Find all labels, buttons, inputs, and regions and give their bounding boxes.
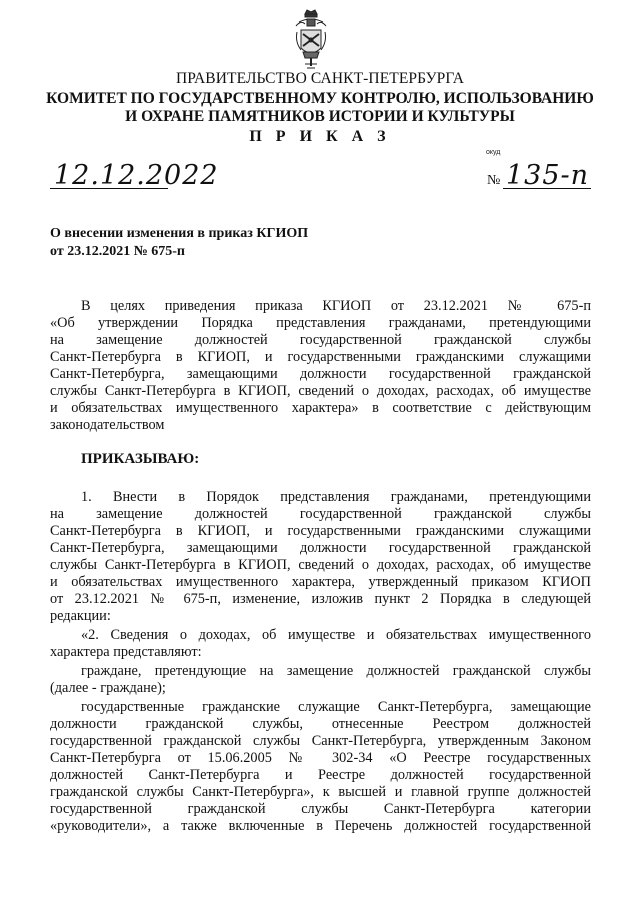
servants-line: государственные гражданские служащие Санкт-Петербурга, замещающие — [81, 699, 591, 715]
preamble-line: законодательством — [50, 417, 165, 433]
document-type-title: П Р И К А З — [249, 128, 391, 145]
committee-title-line2: И ОХРАНЕ ПАМЯТНИКОВ ИСТОРИИ И КУЛЬТУРЫ — [125, 108, 515, 125]
date-underline — [50, 188, 168, 189]
preamble-line: Санкт-Петербурга, замещающими должности государственной гражданской — [50, 366, 591, 382]
servants-line: Санкт-Петербурга от 15.06.2005 № 302-34 «О Реестре государственных — [50, 750, 591, 766]
servants-line: гражданской службы Санкт-Петербурга», к высшей и главной группе должностей — [50, 784, 591, 800]
preamble-line: Санкт-Петербурга в КГИОП, и государственными гражданскими служащими — [50, 349, 591, 365]
item1-line: от 23.12.2021 № 675-п, изменение, изложив пункт 2 Порядка в следующей — [50, 591, 591, 607]
item1-line: редакции: — [50, 608, 111, 624]
item1-line: 1. Внести в Порядок представления гражданами, претендующими — [81, 489, 591, 505]
servants-line: государственной гражданской службы Санкт-Петербурга категории — [50, 801, 591, 817]
document-subject — [50, 225, 308, 261]
item1-line: и обязательствах имущественного характера, утвержденный приказом КГИОП — [50, 574, 591, 590]
servants-line: «руководители», а также включенные в Перечень должностей государственной — [50, 818, 591, 834]
preamble-line: «Об утверждении Порядка представления гражданами, претендующими — [50, 315, 591, 331]
document-date: 12.12.2022 — [54, 160, 219, 191]
st-petersburg-coat-of-arms-icon — [293, 8, 329, 70]
document-number: 135-п — [506, 160, 590, 191]
item1-line: Санкт-Петербурга, замещающими должности государственной гражданской — [50, 540, 591, 556]
preamble-line: на замещение должностей государственной гражданской службы — [50, 332, 591, 348]
servants-line: должностей Санкт-Петербурга и Реестре должностей государственной — [50, 767, 591, 783]
item2-intro-line: характера представляют: — [50, 644, 202, 660]
subject-line: от 23.12.2021 № 675-п — [50, 244, 185, 259]
subject-line: О внесении изменения в приказ КГИОП — [50, 226, 309, 241]
orders-heading: ПРИКАЗЫВАЮ: — [81, 451, 200, 467]
citizens-line: граждане, претендующие на замещение должностей гражданской службы — [81, 663, 591, 679]
preamble-line: В целях приведения приказа КГИОП от 23.12.2021 № 675-п — [81, 298, 591, 314]
item2-intro-line: «2. Сведения о доходах, об имуществе и обязательствах имущественного — [81, 627, 591, 643]
servants-line: государственной гражданской службы Санкт-Петербурга, утвержденным Законом — [50, 733, 591, 749]
citizens-line: (далее - граждане); — [50, 680, 166, 696]
item1-line: на замещение должностей государственной гражданской службы — [50, 506, 591, 522]
preamble-line: и обязательствах имущественного характера» в соответствие с действующим — [50, 400, 591, 416]
servants-line: должности гражданской службы, отнесенные Реестром должностей — [50, 716, 591, 732]
item1-line: Санкт-Петербурга в КГИОП, и государственными гражданскими служащими — [50, 523, 591, 539]
government-title: ПРАВИТЕЛЬСТВО САНКТ-ПЕТЕРБУРГА — [175, 70, 465, 87]
preamble-line: службы Санкт-Петербурга в КГИОП, сведений о доходах, расходах, об имуществе — [50, 383, 591, 399]
committee-title-line1: КОМИТЕТ ПО ГОСУДАРСТВЕННОМУ КОНТРОЛЮ, ИСПОЛЬЗОВАНИЮ — [46, 90, 594, 107]
number-underline — [503, 188, 591, 189]
okud-label: окуд — [486, 149, 501, 156]
item1-line: службы Санкт-Петербурга в КГИОП, сведений о доходах, расходах, об имуществе — [50, 557, 591, 573]
number-sign: № — [487, 173, 501, 188]
